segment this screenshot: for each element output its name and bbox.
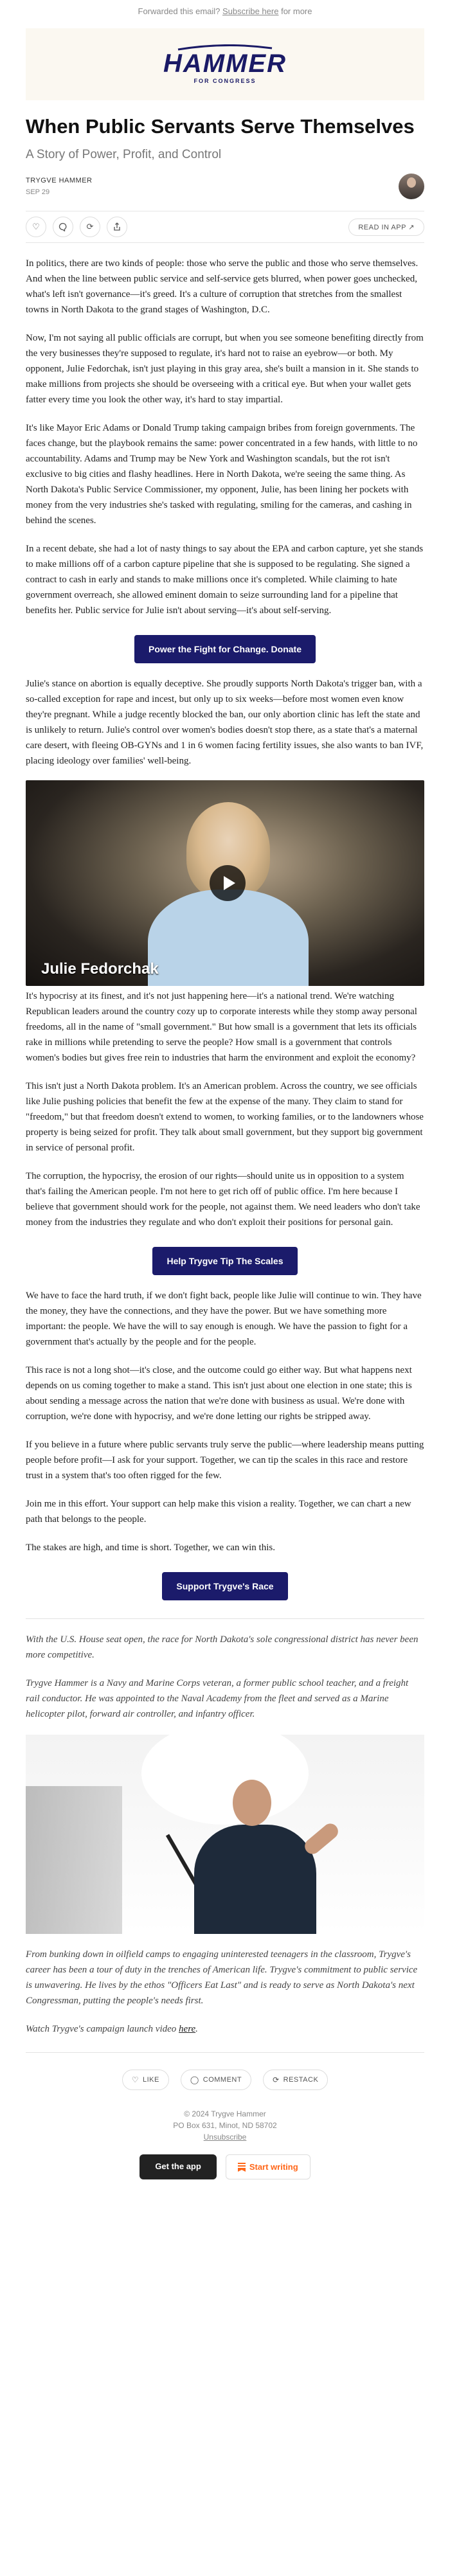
section-divider — [26, 1618, 424, 1619]
footer-info — [26, 2108, 424, 2143]
forward-tail: for more — [281, 6, 312, 16]
restack-icon[interactable]: ⟳ — [80, 217, 100, 237]
photo-microphone — [166, 1834, 198, 1886]
campaign-video-link[interactable]: here — [179, 2024, 196, 2034]
bio-paragraph-4 — [26, 2021, 424, 2037]
paragraph-4: In a recent debate, she had a lot of nasty things to say about the EPA and carbon capture, yet she stands to make millions off of a carbon capture pipeline that she is supposed to be regulating. She signed a contract to cash in early and stands to make millions once it's completed. While claiming to hate government overreach, she allowed eminent domain to seize surrounding land for a pipeline that benefits her. Public service for Julie isn't about serving—it's about self-serving. — [26, 544, 424, 616]
support-button-wrap — [26, 1572, 424, 1600]
footer-divider — [26, 2052, 424, 2053]
substack-icon — [238, 2163, 246, 2172]
tip-scales-button-wrap — [26, 1247, 424, 1275]
start-writing-button[interactable] — [226, 2154, 310, 2179]
heart-icon[interactable]: ♡ — [26, 217, 46, 237]
comment-icon[interactable] — [53, 217, 73, 237]
forward-text: Forwarded this email? — [138, 6, 221, 16]
forward-banner — [0, 0, 450, 23]
post-subtitle: A Story of Power, Profit, and Control — [26, 148, 222, 161]
paragraph-5: Julie's stance on abortion is equally deceptive. She proudly supports North Dakota's trigger ban, with a so-called exception for rape and incest, but only up to six weeks—before most women even know they're pregnant. While a judge recently blocked the ban, our only abortion clinic has left the state and is unlikely to return. Julie's control over women's bodies doesn't stop there, as a state that's a maternal care desert, with fleeing OB-GYNs and 1 in 6 women facing fertility issues, she also wants to ban IVF, placing ideology over families' well-being. — [26, 679, 424, 766]
subscribe-link[interactable]: Subscribe here — [222, 6, 279, 16]
paragraph-1: In politics, there are two kinds of people: those who serve the public and those who serve themselves. And when the line between public service and self-service gets blurred, when power goes unchecked, what's left isn't governance—it's greed. It's a culture of corruption that stretches from the smallest towns in North Dakota to the grand stages of Washington, D.C. — [26, 258, 419, 315]
bio-video-suffix: . — [195, 2024, 198, 2034]
video-subject-body — [148, 890, 309, 986]
photo-candidate-body — [194, 1825, 316, 1934]
photo-candidate-head — [233, 1780, 271, 1826]
photo-flag — [26, 1786, 122, 1934]
start-writing-label: Start writing — [249, 2162, 298, 2172]
paragraph-8: The corruption, the hypocrisy, the erosion of our rights—should unite us in opposition to a system that's failing the American people. I'm not here to get rich off of public office. I'm here because I believe that government should work for the people, not against them. We need leaders who don't take money from the industries they regulate and who don't exploit their positions for personal gain. — [26, 1171, 420, 1228]
paragraph-9: We have to face the hard truth, if we don't fight back, people like Julie will continue to win. They have the money, they have the connections, and they have the power. But we have something more important: the people. We have the will to say enough is enough. We have the passion to fight for a government that's actually by the people and for the people. — [26, 1291, 422, 1347]
play-icon[interactable] — [210, 865, 246, 901]
bio-paragraph-1: With the U.S. House seat open, the race for North Dakota's sole congressional district has never been more competitive. — [26, 1634, 419, 1660]
donate-button[interactable]: Power the Fight for Change. Donate — [134, 635, 316, 663]
paragraph-10: This race is not a long shot—it's close, and the outcome could go either way. But what happens next depends on us coming together to make a stand. This isn't just about one election in one state; this is about sending a message across the nation that we're done with business as usual. We're done with corruption, we're done with hypocrisy, and we're done letting our rights be stripped away. — [26, 1365, 412, 1422]
restack-icon: ⟳ — [273, 2075, 280, 2084]
bio-paragraph-2: Trygve Hammer is a Navy and Marine Corps veteran, a former public school teacher, and a freight rail conductor. He was appointed to the Naval Academy from the fleet and served as a Marine helicopter pilot, forward air controller, and infantry officer. — [26, 1678, 409, 1719]
support-button[interactable]: Support Trygve's Race — [162, 1572, 287, 1600]
video-embed[interactable] — [26, 780, 424, 986]
photo-stage-light — [141, 1735, 309, 1825]
byline — [26, 174, 424, 199]
post-container — [26, 28, 424, 2179]
donate-button-wrap — [26, 635, 424, 663]
photo-candidate-arm — [302, 1821, 341, 1857]
like-button[interactable] — [122, 2070, 169, 2090]
paragraph-13: The stakes are high, and time is short. Together, we can win this. — [26, 1543, 275, 1553]
video-caption: Julie Fedorchak — [41, 960, 159, 978]
like-label: LIKE — [142, 2076, 159, 2084]
logo-name: HAMMER — [163, 49, 287, 78]
footer-actions — [26, 2070, 424, 2090]
comment-button[interactable] — [181, 2070, 251, 2090]
comment-label: COMMENT — [203, 2076, 242, 2084]
app-promo-row — [26, 2154, 424, 2179]
paragraph-6: It's hypocrisy at its finest, and it's not just happening here—it's a national trend. We're watching Republican leaders around the country cozy up to corporate interests while they stomp away personal freedoms, all in the name of "small government." But how small is a government that lets its officials rake in millions while pretending to serve the people? How small is a government that controls women's bodies but gives free rein to industries that harm the environment and exploit the economy? — [26, 991, 417, 1063]
paragraph-3: It's like Mayor Eric Adams or Donald Trump taking campaign bribes from foreign governments. The faces change, but the playbook remains the same: power concentrated in a few hands, with little to no accountability. Adams and Trump may be New York and Washington scandals, but the rot isn't exclusive to big cities and flashy headlines. Here in North Dakota, we're seeing the same thing. As North Dakota's Public Service Commissioner, my opponent, Julie, has been lining her pockets with money from the very industries she's tasked with regulating, smiling for the cameras, and cashing in behind the scenes. — [26, 423, 418, 526]
mailing-address: PO Box 631, Minot, ND 58702 — [173, 2121, 277, 2130]
post-actions-bar — [26, 211, 424, 243]
restack-label: RESTACK — [283, 2076, 319, 2084]
post-date: SEP 29 — [26, 188, 50, 196]
restack-button[interactable] — [263, 2070, 328, 2090]
bio-paragraph-3: From bunking down in oilfield camps to engaging uninterested teenagers in the classroom, Trygve's career has been a tour of duty in the trenches of American life. Trygve's commitment to public service is unwavering. He lives by the ethos "Officers Eat Last" and is ready to serve as North Dakota's next Congressman, putting the people's needs first. — [26, 1949, 418, 2006]
candidate-photo — [26, 1735, 424, 1934]
comment-icon: ◯ — [190, 2075, 199, 2084]
paragraph-12: Join me in this effort. Your support can help make this vision a reality. Together, we can chart a new path that belongs to the people. — [26, 1499, 411, 1525]
bio-video-prefix: Watch Trygve's campaign launch video — [26, 2024, 179, 2034]
post-title[interactable]: When Public Servants Serve Themselves — [26, 115, 415, 138]
unsubscribe-link[interactable]: Unsubscribe — [203, 2133, 247, 2142]
author-name[interactable]: TRYGVE HAMMER — [26, 177, 93, 184]
copyright: © 2024 Trygve Hammer — [184, 2109, 266, 2118]
paragraph-11: If you believe in a future where public servants truly serve the public—where leadership means putting people before profit—I ask for your support. Together, we can tip the scales in this race and restore trust in a system that's too often rigged for the few. — [26, 1440, 424, 1481]
share-icon[interactable] — [107, 217, 127, 237]
paragraph-7: This isn't just a North Dakota problem. It's an American problem. Across the country, we see officials like Julie pushing policies that benefit the few at the expense of the many. They claim to stand for "freedom," but that freedom doesn't extend to women, to working families, or to the landowners whose property is being seized for profit. They talk about small government, but they support big government in service of personal profit. — [26, 1081, 424, 1153]
heart-icon: ♡ — [131, 2075, 139, 2084]
tip-scales-button[interactable]: Help Trygve Tip The Scales — [152, 1247, 297, 1275]
logo-subtitle: FOR CONGRESS — [194, 78, 256, 84]
author-avatar[interactable] — [399, 174, 424, 199]
get-app-button[interactable]: Get the app — [140, 2154, 217, 2179]
read-in-app-button[interactable]: READ IN APP ↗ — [348, 219, 424, 236]
publication-logo-banner[interactable] — [26, 28, 424, 100]
paragraph-2: Now, I'm not saying all public officials are corrupt, but when you see someone benefiting directly from the very businesses they're supposed to regulate, it's hard not to raise an eyebrow—or both. My opponent, Julie Fedorchak, isn't just playing in this gray area, she's built a mansion in it. She stands to make millions from projects she should be overseeing with a critical eye. But when your wallet gets fatter every time you look the other way, it's hard to stay impartial. — [26, 333, 424, 405]
hammer-logo — [163, 44, 287, 84]
